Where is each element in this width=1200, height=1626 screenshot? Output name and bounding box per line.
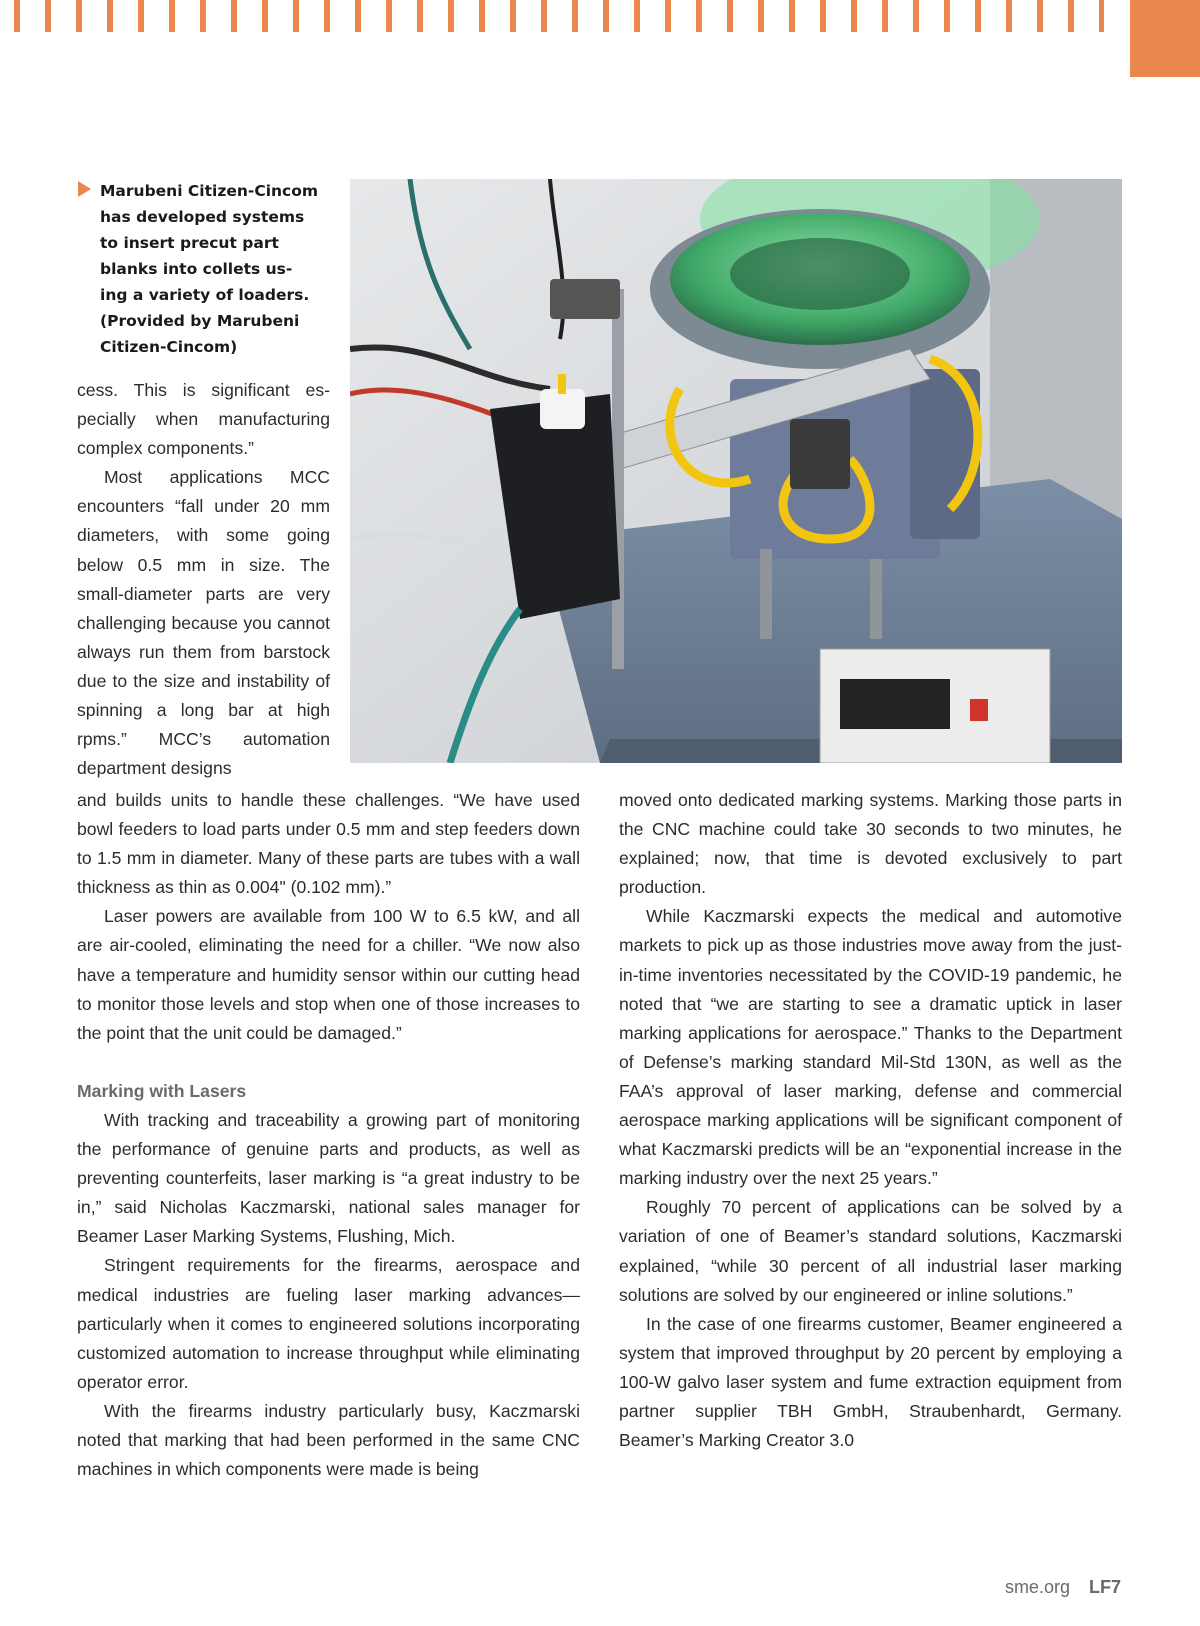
right-text-column — [619, 786, 1122, 1455]
page-footer — [1005, 1577, 1121, 1598]
footer-site-link[interactable]: sme.org — [1004, 1577, 1070, 1597]
paragraph: Stringent requirements for the firearms, aerospace and medical industries are fueling laser marking advances— particularly when it comes to engineered solutions incorporating customized automation to increase throughput while eliminating operator error. — [77, 1255, 580, 1392]
caption-text: Marubeni Citizen-Cincom has developed systems to insert precut part blanks into collets us- ing a variety of loaders. (Provided by Marubeni Citizen-Cincom) — [100, 182, 319, 356]
section-subhead: Marking with Lasers — [77, 1080, 247, 1101]
caption-arrow-icon — [78, 181, 91, 197]
paragraph: Most applications MCC encounters “fall under 20 mm diameters, with some going below 0.5 mm in size. The small-diameter parts are very challenging because you cannot always run them from barstock due to the size and instability of spinning a long bar at high rpms.” MCC’s automation department designs — [77, 467, 330, 779]
machine-illustration — [350, 179, 1122, 763]
paragraph: With tracking and traceability a growing part of monitoring the performance of genuine parts and products, as well as preventing counterfeits, laser marking is “a great industry to be in,” said Nicholas Kaczmarski, national sales manager for Beamer Laser Marking Systems, Flushing, Mich. — [77, 1109, 580, 1247]
photo-caption — [78, 178, 338, 360]
corner-color-tab — [1130, 0, 1200, 77]
paragraph: In the case of one firearms customer, Beamer engineered a system that improved throughput by 20 percent by employing a 100-W galvo laser system and fume extraction equipment from partner supplier TBH GmbH, Straubenhardt, Germany. Beamer’s Marking Creator 3.0 — [619, 1313, 1122, 1451]
narrow-text-column — [77, 376, 330, 783]
paragraph: With the firearms industry particularly busy, Kaczmarski noted that marking that had been performed in the same CNC machines in which components were made is being — [77, 1400, 580, 1480]
page-number: LF7 — [1088, 1577, 1121, 1597]
paragraph: Roughly 70 percent of applications can be solved by a variation of one of Beamer’s standard solutions, Kaczmarski explained, “while 30 percent of all industrial laser marking solutions are solved by our engineered or inline solutions.” — [619, 1197, 1122, 1305]
top-tick-rule — [14, 0, 1104, 32]
paragraph: Laser powers are available from 100 W to 6.5 kW, and all are air-cooled, eliminating the need for a chiller. “We now also have a temperature and humidity sensor within our cutting head to monitor those levels and stop when one of those increases to the point that the unit could be damaged.” — [77, 906, 580, 1043]
machine-photo — [350, 179, 1122, 763]
paragraph: While Kaczmarski expects the medical and automotive markets to pick up as those industries move away from the just-in-time inventories necessitated by the COVID-19 pandemic, he noted that “we are starting to see a dramatic uptick in laser marking applications for aerospace.” Thanks to the Department of Defense’s marking standard Mil-Std 130N, as well as the FAA’s approval of laser marking, defense and commercial aerospace marking applications will be significant component of what Kaczmarski predicts will be an “exponential increase in the marking industry over the next 25 years.” — [619, 906, 1122, 1189]
paragraph: moved onto dedicated marking systems. Marking those parts in the CNC machine could take 30 seconds to two minutes, he explained; now, that time is devoted exclusively to part production. — [619, 790, 1122, 898]
left-text-column — [77, 786, 580, 1484]
paragraph: and builds units to handle these challenges. “We have used bowl feeders to load parts under 0.5 mm and step feeders down to 1.5 mm in diameter. Many of these parts are tubes with a wall thickness as thin as 0.004" (0.102 mm).” — [77, 790, 580, 898]
paragraph: cess. This is significant especially when manufacturing complex components.” — [77, 380, 330, 459]
